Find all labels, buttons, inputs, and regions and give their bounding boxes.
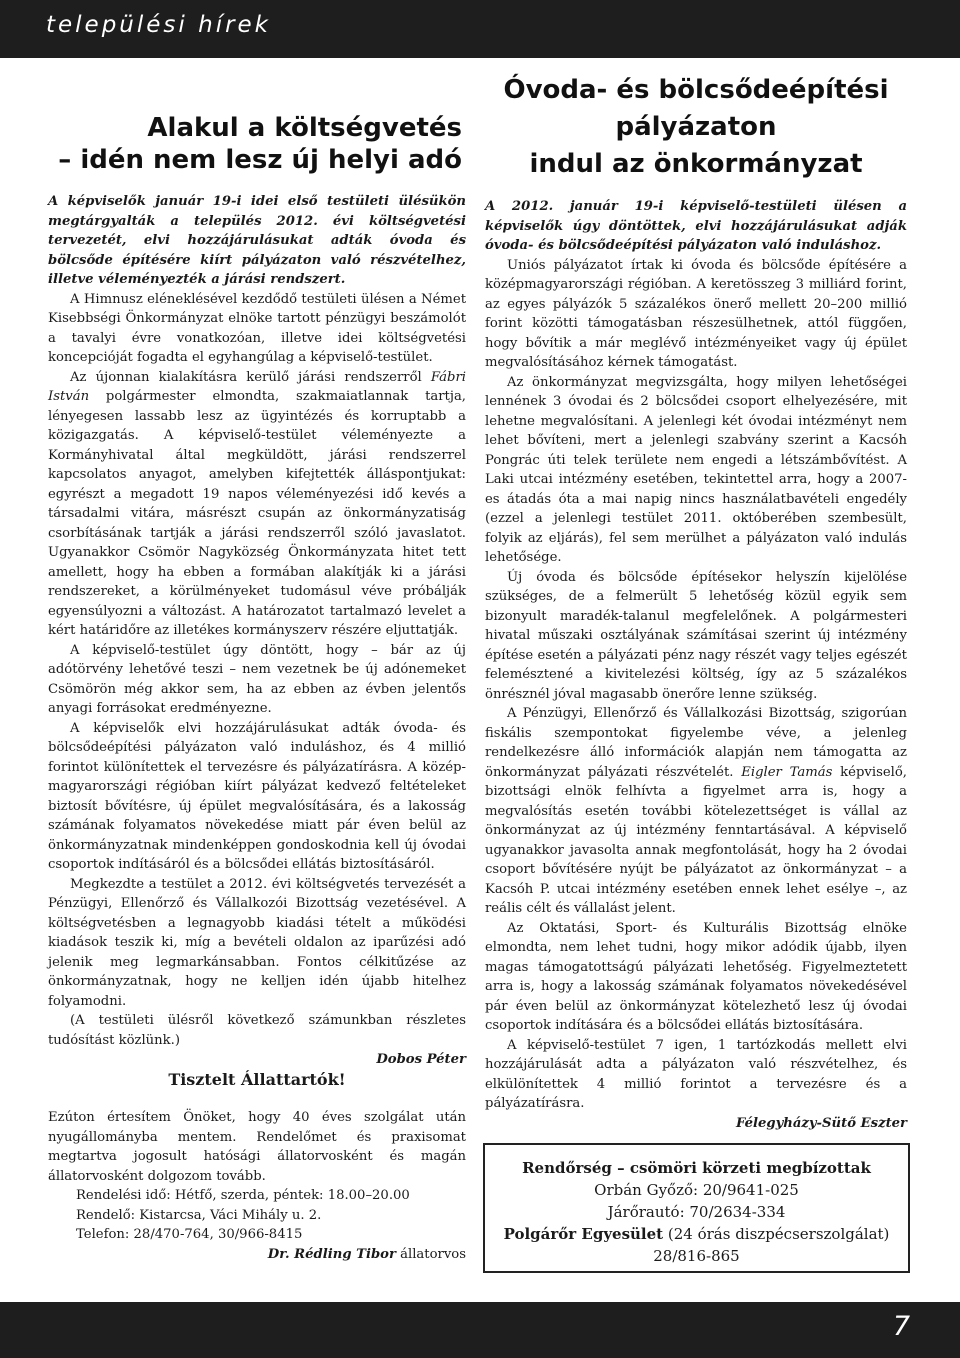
left-paragraph-4: A képviselők elvi hozzájárulásukat adták óvoda- és bölcsődeépítési pályázaton való induláshoz, és 4 millió forintot különítettek el tervezésre és pályázatírásra. A közép-magyarországi régióban kiírt pályázat kedvező feltételeket biztosít bővítésre, új épület megvalósítására, és a lakosság számának folyamatos növekedése miatt pár éven belül az önkormányzatnak mindenképpen gondoskodnia kell új óvodai csoportok indításáról és a bölcsődei ellátás biztosításáról.: [48, 720, 466, 872]
police-box-title: [485, 1157, 908, 1179]
right-paragraph-5: Az Oktatási, Sport- és Kulturális Bizottság elnöke elmondta, nem lehet tudni, hogy mikor adódik újabb, ilyen magas támogatottságú pályázati lehetőség. Figyelmeztetett arra is, hogy a lakosság számának folyamatos növekedésével pár éven belül az önkormányzat kötelezhető lesz új óvodai csoportok indítására és a bölcsődei ellátás biztosítására.: [485, 920, 907, 1033]
right-paragraph-2: Az önkormányzat megvizsgálta, hogy milyen lehetőségei lennének 3 óvodai és 2 bölcsődei csoport elhelyezésére, mit lehetne megvalósítani. A jelenlegi két óvodai intézményt nem lehet bővíteni, mert a jelenlegi szabvány szerint a Kacsóh Pongrác úti telek területe nem engedi a létszámbővítést. A Laki utcai intézmény esetében, tekintettel arra, hogy a 2007-es átadás óta a mai napig nincs használatbavételi engedély (ezzel a jelenlegi testület 2011. októberében szembesült, folyik az eljárás), fel sem merülhet a pályázaton való indulás lehetősége.: [485, 374, 907, 565]
right-p4-person: Eigler Tamás: [741, 764, 833, 780]
section-title: települési hírek: [46, 12, 272, 38]
police-box-line2: Járőrautó: 70/2634-334: [607, 1203, 786, 1221]
left-paragraph-5: Megkezdte a testület a 2012. évi költségvetés tervezését a Pénzügyi, Ellenőrző és Vállalkozói Bizottság vezetésével. A költségvetésben a legnagyobb kiadási tételt a működési kiadások teszik ki, míg a bevételi oldalon az iparűzési adó jelenik meg legmarkánsabban. Fontos célkitűzése az önkormányzatnak, hogy ne kelljen idén újabb hitelhez folyamodni.: [48, 876, 466, 1009]
left-title-line1: Alakul a költségvetés: [147, 113, 462, 143]
left-p2-rest: polgármester elmondta, szakmaiatlannak tartja, lényegesen lassabb lesz az ügyintézés és korruptabb a közigazgatás. A képviselő-testület véleményezte a Kormányhivatal által megküldött, járási rendszerrel kapcsolatos anyagot, amelyben kifejtették álláspontjukat: egyrészt a megadott 19 napos véleményezési idő kevés a társadalmi vitára, másrészt csupán az önkormányzatiság csorbításának tartják a járási rendszerről szóló javaslatot. Ugyanakkor Csömör Nagyközség Önkormányzata hitet tett amellett, hogy ha ebben a formában alakítják ki a járási rendszereket, a körülményeket tudomásul véve próbálják egyensúlyozni a változást. A határozatot tartalmazó levelet a kért határidőre az illetékes kormányszerv részére eljuttatják.: [48, 389, 466, 638]
left-article-title: [48, 112, 462, 176]
police-box-line4: 28/816-865: [653, 1247, 740, 1265]
right-title-line1: Óvoda- és bölcsődeépítési: [503, 75, 889, 105]
police-box-guard-desc: (24 órás diszpécserszolgálat): [663, 1225, 890, 1243]
right-paragraph-6: A képviselő-testület 7 igen, 1 tartózkodás mellett elvi hozzájárulását adta a pályázaton való részvételhez, és elkülönítettek 4 millió forintot a tervezésre és a pályázatírásra.: [485, 1037, 907, 1111]
police-box-title-text: Rendőrség – csömöri körzeti megbízottak: [522, 1159, 871, 1177]
right-title-line3: indul az önkormányzat: [529, 149, 863, 179]
left-paragraph-1: A Himnusz eléneklésével kezdődő testületi ülésen a Német Kisebbségi Önkormányzat elnöke tartott pénzügyi beszámolót a tavalyi évre vonatkozóan, illetve idei költségvetési koncepcióját fogadta el egyhangúlag a képviselő-testület.: [48, 291, 466, 365]
police-box-line1: Orbán Győző: 20/9641-025: [594, 1181, 799, 1199]
right-title-line2: pályázaton: [615, 112, 777, 142]
police-box-guard-name: Polgárőr Egyesület: [503, 1225, 664, 1243]
left-article: [48, 112, 466, 1070]
right-p4-start: A Pénzügyi, Ellenőrző és Vállalkozási Bizottság, szigorúan fiskális szempontokat figyelembe véve, a jelenleg rendelkezésre álló információk alapján nem támogatta az önkormányzat pályázati részvételét.: [485, 706, 907, 780]
right-p4-rest: képviselő, bizottsági elnök felhívta a figyelmet arra is, hogy a megvalósítás esetén további kötelezettséget is vállal az önkormányzat az új intézmény fenntartásával. A képviselő ugyanakkor javasolta annak megfontolását, hogy ha 2 óvodai csoport bővítésére nyújt be pályázatot az önkormányzat – a Kacsóh P. utcai intézmény esetében ennek lehet esélye –, az reális célt és vállalást jelent.: [485, 764, 907, 916]
police-box-line3: [485, 1223, 908, 1245]
right-article: [485, 72, 907, 1133]
vet-notice-body: Ezúton értesítem Önöket, hogy 40 éves szolgálat után nyugállományba mentem. Rendelőmet és praxisomat megtartva jogosult hatósági állatorvosként és magán állatorvosként dolgozom tovább.: [48, 1110, 466, 1184]
right-article-lead: A 2012. január 19-i képviselő-testületi ülésen a képviselők úgy döntöttek, elvi hozzájárulásukat adják óvoda- és bölcsődeépítési pályázaton való induláshoz.: [485, 199, 907, 253]
right-paragraph-3: Új óvoda és bölcsőde építésekor helyszín kijelölése szükséges, de a felmerült 5 lehetőség közül egyik sem bizonyult maradék-talanul megfelelőnek. A polgármesteri hivatal műszaki osztályának számításai szerint új intézmény építése esetén a pályázati pénz nagy részét vagy teljes egészét felemésztené a kivitelezési költség, így az 5 százalékos önrésznél jóval magasabb önerőre lenne szükség.: [485, 569, 907, 702]
vet-notice-phone: Telefon: 28/470-764, 30/966-8415: [76, 1227, 303, 1242]
vet-notice-title: Tisztelt Állattartók!: [168, 1070, 346, 1089]
vet-notice: [48, 1108, 466, 1264]
vet-signature-role: állatorvos: [395, 1246, 466, 1262]
police-contact-box: [483, 1143, 910, 1273]
right-article-title: [485, 72, 907, 183]
page-number: 7: [892, 1311, 910, 1342]
left-article-lead: A képviselők január 19-i idei első testületi ülésükön megtárgyalták a település 2012. évi költségvetési tervezetét, elvi hozzájárulásukat adták óvoda és bölcsőde építésére kiírt pályázaton való részvételhez, illetve véleményezték a járási rendszert.: [48, 194, 466, 287]
right-paragraph-1: Uniós pályázatot írtak ki óvoda és bölcsőde építésére a középmagyarországi régióban. A keretösszeg 3 milliárd forint, az egyes pályázók 5 százalékos önerő mellett 20–200 millió forint közötti támogatásban részesülhetnek, attól függően, hogy bővítik a már meglévő intézményeiket vagy új épület megvalósításához kérnek támogatást.: [485, 257, 907, 370]
left-title-line2: – idén nem lesz új helyi adó: [58, 145, 462, 175]
vet-notice-signature: [48, 1245, 466, 1265]
footer-bar: [0, 1302, 960, 1358]
left-p2-start: Az újonnan kialakításra kerülő járási rendszerről: [70, 369, 431, 385]
left-paragraph-2: [48, 368, 466, 641]
left-paragraph-3: A képviselő-testület úgy döntött, hogy – bár az új adótörvény lehetővé teszi – nem vezetnek be új adónemeket Csömörön még akkor sem, ha az ebben az évben jelentős anyagi forrásokat eredményezne.: [48, 642, 466, 716]
vet-signature-name: Dr. Rédling Tibor: [267, 1246, 396, 1262]
right-article-signature: Félegyházy-Sütő Eszter: [735, 1115, 907, 1131]
right-paragraph-4: [485, 704, 907, 919]
vet-notice-hours: Rendelési idő: Hétfő, szerda, péntek: 18.00–20.00: [76, 1188, 410, 1203]
left-paragraph-6: (A testületi ülésről következő számunkban részletes tudósítást közlünk.): [48, 1013, 466, 1048]
left-article-signature: Dobos Péter: [376, 1052, 466, 1067]
vet-notice-address: Rendelő: Kistarcsa, Váci Mihály u. 2.: [76, 1207, 322, 1223]
left-p2-person: Fábri István: [48, 369, 466, 404]
